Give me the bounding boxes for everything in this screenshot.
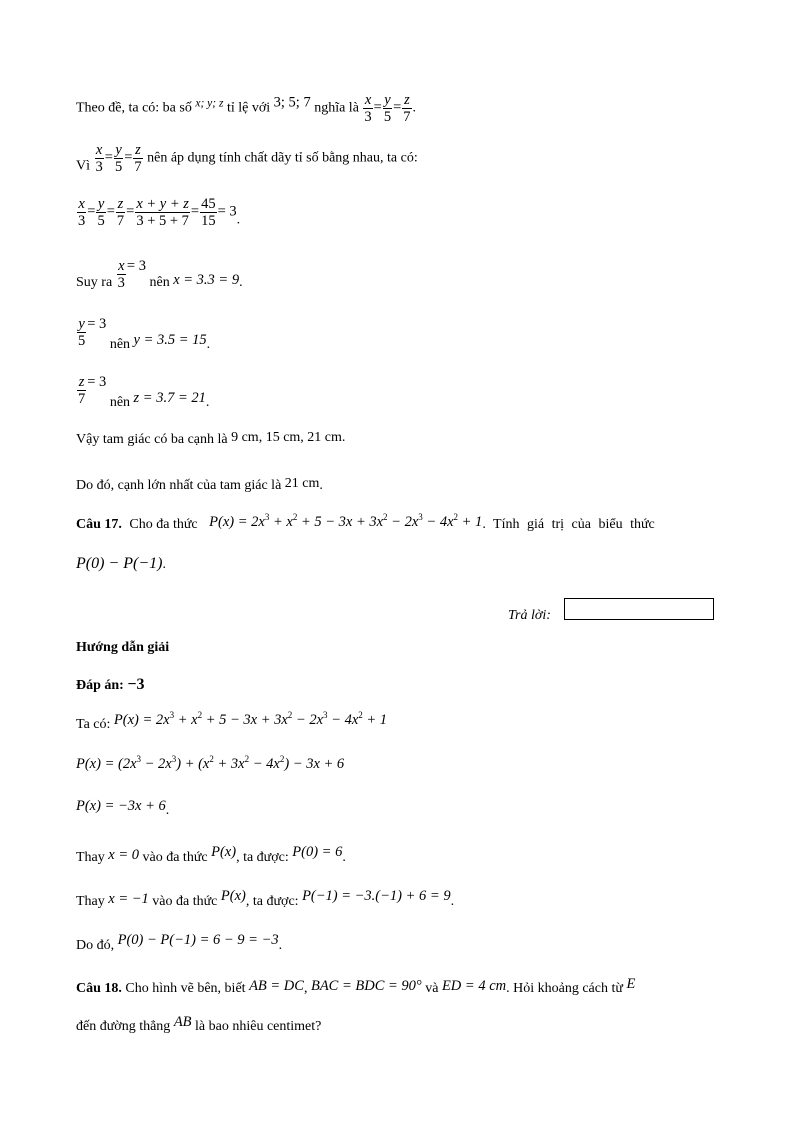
math-largest: 21 cm: [284, 476, 320, 491]
line-triangle-sides: [76, 430, 345, 448]
eq: =: [104, 149, 113, 166]
text-nen: nên: [109, 337, 131, 352]
math-x0: x = 0: [108, 847, 139, 863]
fraction-x-3: $\frac{x}{3}$: [95, 142, 103, 175]
answer-label: Trả lời:: [508, 608, 551, 623]
eq: =: [126, 203, 135, 220]
solution-line-2: [76, 756, 344, 773]
math-final: P(0) − P(−1) = 6 − 9 = −3: [117, 932, 279, 948]
question-18-line2: [76, 1014, 321, 1035]
fraction-x-3: $\frac{x}{3}$: [117, 258, 125, 292]
line-solve-z: [76, 374, 209, 411]
math-xm1: x = −1: [108, 891, 149, 907]
math-e: E: [626, 976, 636, 992]
line-ratio-statement: [76, 92, 416, 125]
math-ab-dc: AB = DC: [249, 978, 304, 994]
question-18-label: Câu 18.: [76, 981, 122, 996]
math-p0: P(0) = 6: [292, 844, 343, 860]
math-z-result: z = 3.7 = 21: [133, 390, 206, 406]
eq: =: [106, 203, 115, 220]
text: Ta có:: [76, 717, 111, 732]
dot: .: [162, 557, 166, 572]
answer-label-text: Đáp án:: [76, 678, 124, 693]
text: vào đa thức: [142, 850, 208, 865]
fraction-45-15: $\frac{45}{15}$: [201, 196, 216, 229]
text: , ta được:: [236, 850, 289, 865]
math-xyz: x; y; z: [195, 97, 224, 110]
dot: .: [319, 478, 323, 493]
solution-line-4: [76, 844, 346, 866]
eq: =: [393, 99, 402, 116]
text: , ta được:: [245, 894, 299, 909]
dot: .: [236, 212, 241, 228]
dot: .: [450, 894, 455, 909]
comma: ,: [303, 981, 308, 996]
solution-heading: Hướng dẫn giải: [76, 640, 170, 655]
text: nên áp dụng tính chất dãy tỉ số bằng nhau, ta có:: [147, 150, 418, 166]
fraction-z-7: $\frac{z}{7}$: [403, 92, 411, 125]
text: Vì: [76, 158, 90, 174]
text: . Tính giá trị của biểu thức: [482, 517, 655, 532]
text: Suy ra: [76, 275, 113, 290]
fraction-x-3: $\frac{x}{3}$: [78, 196, 86, 229]
fraction-sum: $\frac{x + y + z}{3 + 5 + 7}$: [136, 196, 189, 229]
eq: =: [373, 99, 382, 116]
answer-input-box[interactable]: [564, 598, 714, 620]
fraction-y-5: $\frac{y}{5}$: [114, 142, 123, 175]
text: Cho hình vẽ bên, biết: [125, 981, 246, 996]
dot: .: [205, 395, 210, 410]
line-largest-side: [76, 476, 323, 494]
math-pm1: P(−1) = −3.(−1) + 6 = 9: [302, 888, 451, 904]
text: vào đa thức: [152, 894, 218, 909]
math-angles: BAC = BDC = 90°: [310, 978, 422, 994]
fraction-x-3: $\frac{x}{3}$: [364, 92, 372, 125]
text: Thay: [76, 894, 105, 909]
answer-line: [76, 676, 144, 694]
solution-line-1: [76, 712, 387, 733]
text: . Hỏi khoảng cách từ: [506, 981, 623, 996]
fraction-y-5: $\frac{y}{5}$: [383, 92, 392, 125]
math-expression: P(0) − P(−1): [76, 555, 163, 572]
fraction-y-5: $\frac{y}{5}$: [97, 196, 105, 229]
dot: .: [412, 100, 417, 116]
text: Theo đề, ta có: ba số: [76, 100, 192, 116]
text: tỉ lệ với: [226, 100, 271, 116]
text: Thay: [76, 850, 105, 865]
math-x-result: x = 3.3 = 9: [173, 272, 240, 288]
eq: =: [124, 149, 133, 166]
dot: .: [239, 275, 243, 290]
text-nen: nên: [149, 275, 170, 290]
dot: .: [206, 337, 211, 352]
text: Do đó,: [76, 938, 115, 953]
question-17-line1: [76, 514, 716, 533]
text: nghĩa là: [314, 100, 359, 116]
solution-line-6: [76, 932, 282, 954]
math-simplified: P(x) = −3x + 6: [76, 798, 166, 814]
text: Vậy tam giác có ba cạnh là: [76, 432, 228, 447]
fraction-z-7: $\frac{z}{7}$: [134, 142, 142, 175]
solution-line-5: [76, 888, 454, 910]
question-17-label: Câu 17.: [76, 517, 122, 532]
eq-3: = 3: [126, 258, 146, 274]
line-solve-y: [76, 316, 210, 353]
answer-value: −3: [127, 676, 145, 693]
solution-line-3: [76, 798, 169, 819]
text: là bao nhiêu centimet?: [195, 1019, 322, 1034]
dot: .: [278, 938, 283, 953]
question-18-line1: [76, 976, 635, 997]
math-sides: 9 cm, 15 cm, 21 cm.: [231, 430, 346, 445]
fraction-z-7: $\frac{z}{7}$: [78, 374, 86, 408]
eq: =: [190, 203, 200, 220]
math-grouped: $P(x) = (2x^3 - 2x^3) + (x^2 + 3x^2 - 4x^2) - 3x + 6$: [76, 754, 345, 772]
eq-3: = 3: [87, 316, 107, 332]
text: Do đó, cạnh lớn nhất của tam giác là: [76, 478, 282, 493]
math-polynomial: $P(x) = 2x^3 + x^2 + 5 - 3x + 3x^2 - 2x^3 - 4x^2 + 1$: [113, 710, 388, 728]
fraction-z-7: $\frac{z}{7}$: [116, 196, 125, 229]
math-y-result: y = 3.5 = 15: [133, 332, 207, 348]
math-px: P(x): [211, 844, 237, 860]
eq-3: = 3: [217, 203, 237, 220]
fraction-y-5: $\frac{y}{5}$: [78, 316, 86, 350]
line-ratio-chain: [76, 196, 240, 229]
text: Cho đa thức: [129, 517, 198, 532]
math-ed: ED = 4 cm: [441, 978, 507, 994]
math-357: 3; 5; 7: [273, 94, 311, 111]
line-apply-property: [76, 142, 418, 175]
dot: .: [165, 803, 170, 818]
math-ab: AB: [173, 1014, 192, 1030]
text: đến đường thẳng: [76, 1019, 171, 1034]
question-17-line2: [76, 555, 166, 573]
dot: .: [342, 850, 346, 865]
eq-3: = 3: [87, 374, 107, 390]
math-px: P(x): [220, 888, 246, 904]
line-solve-x: [76, 258, 243, 291]
text: và: [425, 981, 439, 996]
text-nen: nên: [109, 395, 131, 410]
eq: =: [87, 203, 96, 220]
math-polynomial: $P(x) = 2x^3 + x^2 + 5 - 3x + 3x^2 - 2x^3 - 4x^2 + 1$: [209, 512, 483, 530]
